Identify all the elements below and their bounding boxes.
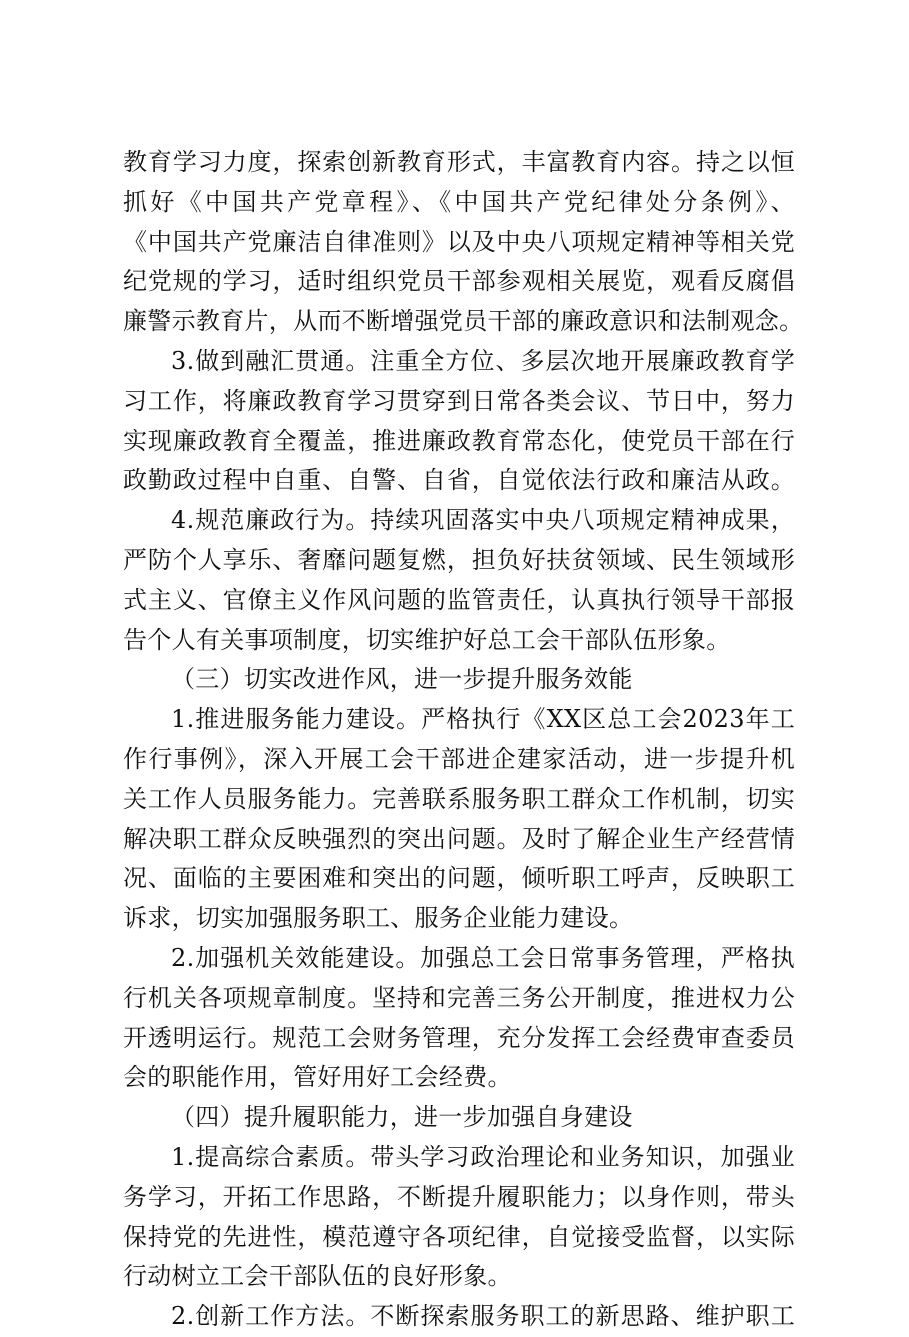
item-heading-line: 3.做到融汇贯通。注重全方位、多层次地开展廉政教育学 bbox=[171, 346, 795, 375]
text-line: 抓好《中国共产党章程》、《中国共产党纪律处分条例》、 bbox=[123, 187, 795, 216]
item-heading-line: 1.提高综合素质。带头学习政治理论和业务知识，加强业 bbox=[171, 1142, 795, 1171]
text-line: 告个人有关事项制度，切实维护好总工会干部队伍形象。 bbox=[123, 625, 731, 654]
item-heading-line: 2.创新工作方法。不断探索服务职工的新思路、维护职工 bbox=[171, 1302, 795, 1331]
section-heading: （三）切实改进作风，进一步提升服务效能 bbox=[171, 665, 633, 694]
text-line: 实现廉政教育全覆盖，推进廉政教育常态化，使党员干部在行 bbox=[123, 426, 795, 455]
text-line: 式主义、官僚主义作风问题的监管责任，认真执行领导干部报 bbox=[123, 585, 795, 614]
text-line: 务学习，开拓工作思路，不断提升履职能力；以身作则，带头 bbox=[123, 1182, 795, 1211]
text-line: 习工作，将廉政教育学习贯穿到日常各类会议、节日中，努力 bbox=[123, 386, 795, 415]
text-line: 作行事例》，深入开展工会干部进企建家活动，进一步提升机 bbox=[123, 744, 795, 773]
text-line: 教育学习力度，探索创新教育形式，丰富教育内容。持之以恒 bbox=[123, 148, 795, 176]
text-line: 保持党的先进性，模范遵守各项纪律，自觉接受监督，以实际 bbox=[123, 1222, 795, 1251]
text-line: 解决职工群众反映强烈的突出问题。及时了解企业生产经营情 bbox=[123, 824, 795, 853]
text-line: 行动树立工会干部队伍的良好形象。 bbox=[123, 1262, 512, 1291]
text-line: 况、面临的主要困难和突出的问题，倾听职工呼声，反映职工 bbox=[123, 864, 795, 893]
item-heading-line: 1.推进服务能力建设。严格执行《XX区总工会2023年工 bbox=[171, 705, 795, 734]
text-line: 关工作人员服务能力。完善联系服务职工群众工作机制，切实 bbox=[123, 784, 795, 813]
text-line: 严防个人享乐、奢靡问题复燃，担负好扶贫领域、民生领域形 bbox=[123, 545, 795, 574]
item-heading-line: 4.规范廉政行为。持续巩固落实中央八项规定精神成果， bbox=[171, 506, 795, 535]
item-heading-line: 2.加强机关效能建设。加强总工会日常事务管理，严格执 bbox=[171, 943, 795, 972]
text-line: 《中国共产党廉洁自律准则》以及中央八项规定精神等相关党 bbox=[123, 227, 795, 256]
section-heading: （四）提升履职能力，进一步加强自身建设 bbox=[171, 1103, 633, 1132]
document-body bbox=[123, 143, 804, 1337]
text-line: 政勤政过程中自重、自警、自省，自觉依法行政和廉洁从政。 bbox=[123, 466, 795, 495]
text-line: 会的职能作用，管好用好工会经费。 bbox=[123, 1063, 512, 1092]
text-line: 廉警示教育片，从而不断增强党员干部的廉政意识和法制观念。 bbox=[123, 307, 804, 336]
text-line: 诉求，切实加强服务职工、服务企业能力建设。 bbox=[123, 904, 634, 933]
text-line: 开透明运行。规范工会财务管理，充分发挥工会经费审查委员 bbox=[123, 1023, 795, 1052]
text-line: 纪党规的学习，适时组织党员干部参观相关展览，观看反腐倡 bbox=[123, 267, 795, 296]
text-line: 行机关各项规章制度。坚持和完善三务公开制度，推进权力公 bbox=[123, 983, 795, 1012]
